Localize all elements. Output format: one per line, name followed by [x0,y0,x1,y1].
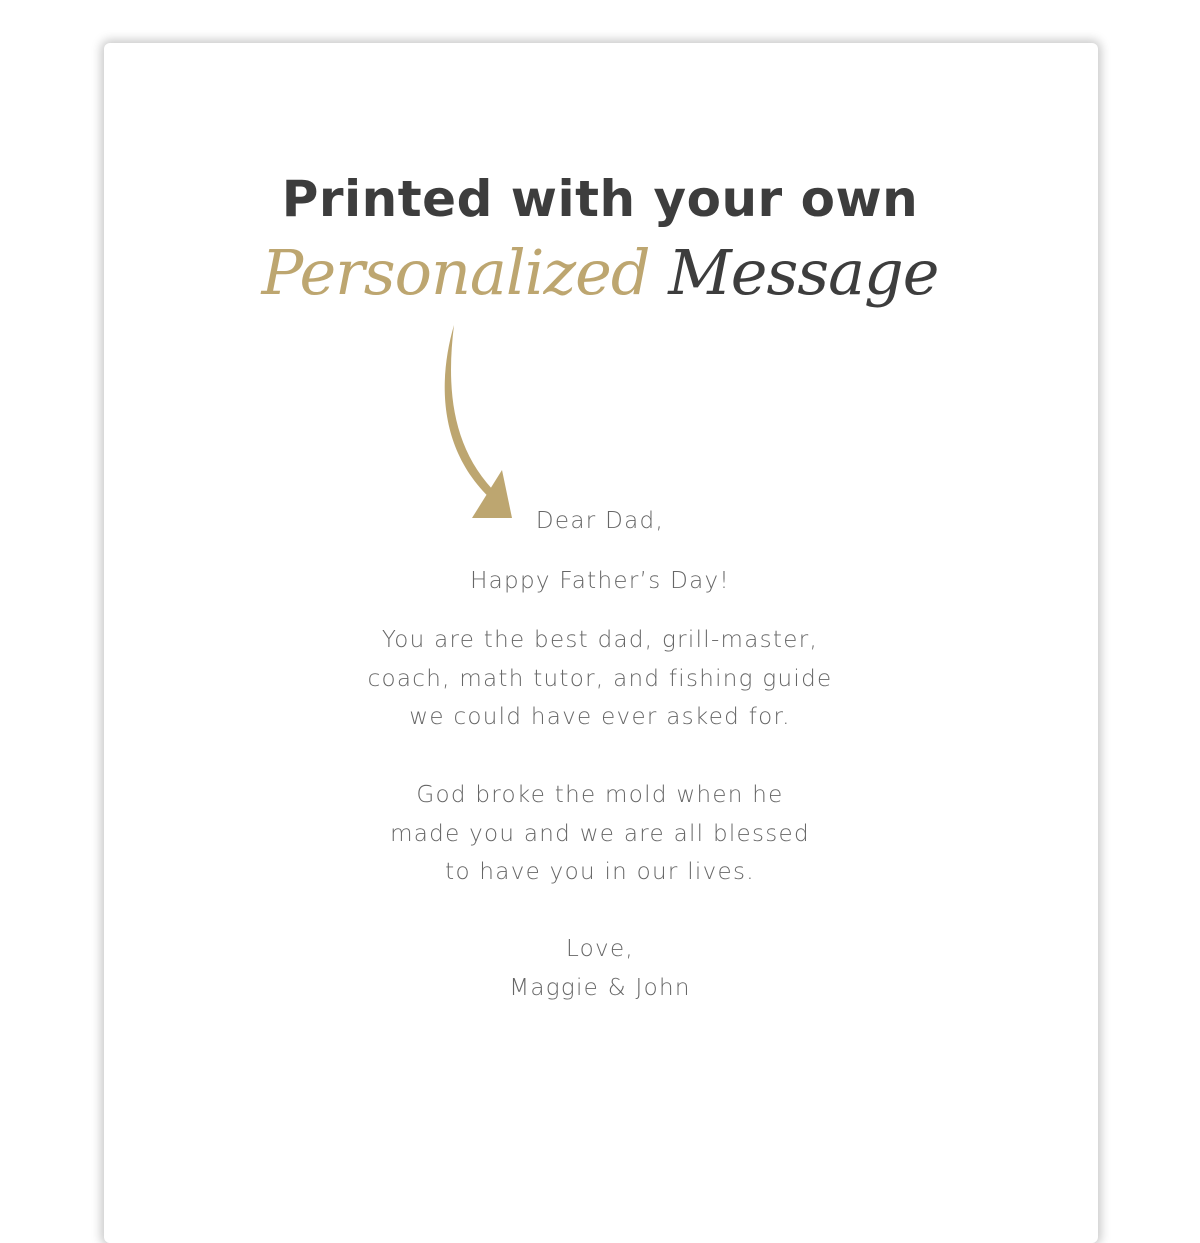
heading-title: Printed with your own [281,170,919,228]
message-closing [0,930,1200,1007]
script-word-personalized: Personalized [261,236,650,309]
paragraph2-text: God broke the mold when he made you and we are all blessed to have you in our lives. [390,782,810,885]
curved-arrow-icon [430,320,530,530]
greeting-text: Dear Dad, [535,508,665,534]
script-word-message: Message [668,236,939,309]
happy-fathers-day-text: Happy Father’s Day! [470,568,730,594]
message-paragraph2 [0,776,1200,892]
paragraph1-text: You are the best dad, grill-master, coach, math tutor, and fishing guide we could have ever asked for. [367,627,833,730]
message-line2 [0,562,1200,601]
message-paragraph1 [0,621,1200,737]
message-greeting [0,502,1200,541]
closing-text: Love, Maggie & John [509,936,691,1001]
heading-script [0,236,1200,309]
